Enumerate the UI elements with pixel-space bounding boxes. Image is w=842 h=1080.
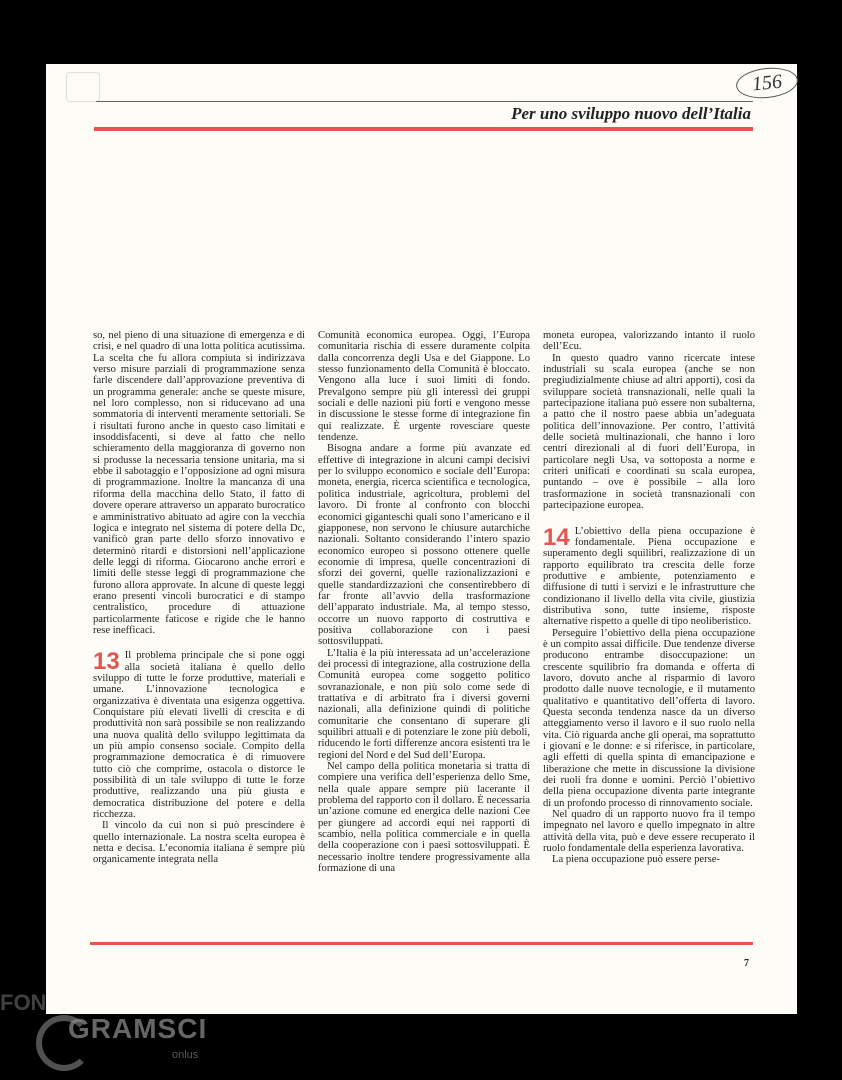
paragraph: Nel quadro di un rapporto nuovo fra il tempo impegnato nel lavoro e quello impegnato in altre attività della vita, può e deve essere recuperato il ruolo fondamentale della esperienza lavorativa. <box>543 809 755 855</box>
section-number: 13 <box>93 648 120 676</box>
paragraph: so, nel pieno di una situazione di emergenza e di crisi, e nel quadro di una lotta politica acutissima. La scelta che fu allora compiuta si indirizzava verso misure parziali di programmazione senza farle discendere dall’approvazione preventiva di un programma generale: anche se queste misure, nel loro complesso, non si riducevano ad una sommatoria di interventi meramente settoriali. Se i risultati furono anche in questo caso limitati e insoddisfacenti, si deve al fatto che nello schieramento della maggioranza di governo non si produsse la necessaria tensione unitaria, ma si ebbe il sabotaggio e l’opposizione ad ogni misura di programmazione. Inoltre la mancanza di una riforma della macchina dello Stato, il fatto di dovere operare attraverso un apparato burocratico e amministrativo abituato ad agire con la vecchia logica e integrato nel sistema di potere della Dc, vanificò gran parte dello sforzo innovativo e determinò ritardi e distorsioni nell’applicazione delle leggi di riforma. Giocarono anche errori e limiti delle stesse leggi di programmazione che furono allora approvate. In alcune di queste leggi erano presenti vincoli burocratici e di stampo centralistico, procedure di attuazione particolarmente faticose e rigide che le hanno rese inefficaci. <box>93 330 305 636</box>
watermark-logo-icon <box>36 1015 92 1071</box>
header-red-rule <box>94 127 753 131</box>
handwritten-page-annotation: 156 <box>735 65 800 101</box>
paragraph: moneta europea, valorizzando intanto il ruolo dell’Ecu. <box>543 330 755 353</box>
section-14-paragraph <box>543 523 755 628</box>
paragraph: La piena occupazione può essere perse- <box>552 854 720 866</box>
footer-red-rule <box>90 942 753 945</box>
paragraph: Comunità economica europea. Oggi, l’Europa comunitaria rischia di essere duramente colpita dalla concorrenza degli Usa e del Giappone. Lo stesso funzionamento della Comunità è bloccato. Vengono alla luce i suoi limiti di fondo. Prevalgono sempre più gli interessi dei gruppi sociali e delle nazioni più forti e vengono messe in discussione le stesse forme di integrazione fin qui realizzate. È urgente rovesciare queste tendenze. <box>318 330 530 444</box>
watermark-name: GRAMSCI <box>68 1013 208 1044</box>
paragraph-text: L’obiettivo della piena occupazione è fondamentale. Piena occupazione e superamento degli squilibri, realizzazione di un rapporto equilibrato tra crescita delle forze produttive e ambiente, potenziamento e diffusione di tutti i servizi e le infrastrutture che condizionano il livello della vita civile, giustizia distributiva sono, tutte insieme, risposte alternative rispetto a quelle di tipo neoliberistico. <box>543 525 755 628</box>
text-columns <box>93 330 755 936</box>
archive-stamp <box>66 72 100 102</box>
section-13-paragraph <box>93 650 305 820</box>
document-page <box>46 64 797 1014</box>
watermark-suffix: onlus <box>172 1049 199 1061</box>
paragraph: L’Italia è la più interessata ad un’accelerazione dei processi di integrazione, alla costruzione della Comunità europea come soggetto politico sovranazionale, e non più solo come sede di trattativa e di arbitrato fra i diversi governi nazionali, alla definizione quindi di politiche comunitarie che consentano di superare gli squilibri attuali e di potenziare le zone più deboli, riducendo le forti differenze ancora esistenti tra le regioni del Nord e del Sud dell’Europa. <box>318 647 530 761</box>
watermark-prefix: FON <box>0 990 47 1015</box>
paragraph: Il vincolo da cui non si può prescindere è quello internazionale. La nostra scelta europea è netta e decisa. L’economia italiana è sempre più organicamente integrata nella <box>93 820 305 866</box>
column-1 <box>93 330 305 936</box>
paragraph: In questo quadro vanno ricercate intese industriali su scala europea (anche se non pregiudizialmente chiuse ad altri apporti), così da sviluppare società transnazionali, nelle quali la partecipazione italiana può essere non subalterna, a patto che il nostro paese abbia un’adeguata politica dell’innovazione. Per contro, l’attività delle società multinazionali, che hanno i loro centri direzionali al di fuori dell’Europa, in particolare negli Usa, va sottoposta a norme e criteri unificati e coordinati su scala europea, puntando – ove è possibile – alla loro trasformazione in società transnazionali con partecipazione europea. <box>543 352 755 512</box>
running-header-title: Per uno sviluppo nuovo dell’Italia <box>511 104 751 123</box>
paragraph-text: Il problema principale che si pone oggi alla società italiana è quello dello sviluppo di tutte le forze produttive, materiali e umane. L’innovazione tecnologica e organizzativa è diventata una esigenza oggettiva. Conquistare più elevati livelli di crescita e di produttività non sarà possibile se non realizzando una nuova qualità dello sviluppo legittimata da un più ampio consenso sociale. Compito della programmazione democratica è di rimuovere tutto ciò che comprime, ostacola o distorce le possibilità di un tale sviluppo di tutte le forze produttive, realizzando una più giusta e democratica distribuzione del potere e della ricchezza. <box>93 650 305 821</box>
header-thin-rule <box>96 101 753 102</box>
paragraph: Perseguire l’obiettivo della piena occupazione è un compito assai difficile. Due tendenze diverse producono entrambe disoccupazione: un crescente squilibrio fra domanda e offerta di lavoro, dovuto anche al risparmio di lavoro prodotto dalle nuove tecnologie, e il mutamento qualitativo e quantitativo dell’offerta di lavoro. Questa seconda tendenza nasce da un diverso atteggiamento verso il lavoro e il suo ruolo nella vita. Ciò riguarda anche gli operai, ma soprattutto i giovani e le donne: e si riferisce, in particolare, agli effetti di quella spinta di emancipazione e liberazione che mette in discussione la divisione dei ruoli fra donne e uomini. Perciò l’obiettivo della piena occupazione diventa parte integrante di un profondo processo di rinnovamento sociale. <box>543 627 755 809</box>
section-number: 14 <box>543 523 570 551</box>
paragraph: Bisogna andare a forme più avanzate ed effettive di integrazione in alcuni campi decisivi per lo sviluppo economico e sociale dell’Europa: moneta, energia, ricerca scientifica e tecnologica, politica industriale, agricoltura, problemi del lavoro. Di fronte al confronto con blocchi economici giganteschi quali sono l’americano e il giapponese, non servono le chiusure autarchiche nazionali. Soltanto considerando l’intero spazio economico europeo si possono ottenere quelle economie di impresa, quelle concentrazioni di sforzi dei governi, quelle razionalizzazioni e quelle standardizzazioni che consentirebbero di far fronte all’avvio della trasformazione dell’apparato industriale. Ma, al tempo stesso, occorre un nuovo rapporto di costruttiva e positiva collaborazione con i paesi sottosviluppati. <box>318 443 530 648</box>
page-number: 7 <box>744 958 749 969</box>
paragraph: Nel campo della politica monetaria si tratta di compiere una verifica dell’esperienza dello Sme, nella quale appare sempre più lacerante il problema del rapporto con il dollaro. È necessaria un’azione comune ed energica delle nazioni Cee per giungere ad accordi equi nei rapporti di scambio, nella politica commerciale e in quella della cooperazione con i paesi sottosviluppati. È necessario inoltre tendere progressivamente alla formazione di una <box>318 761 530 875</box>
column-3 <box>543 330 755 936</box>
column-2 <box>318 330 530 936</box>
